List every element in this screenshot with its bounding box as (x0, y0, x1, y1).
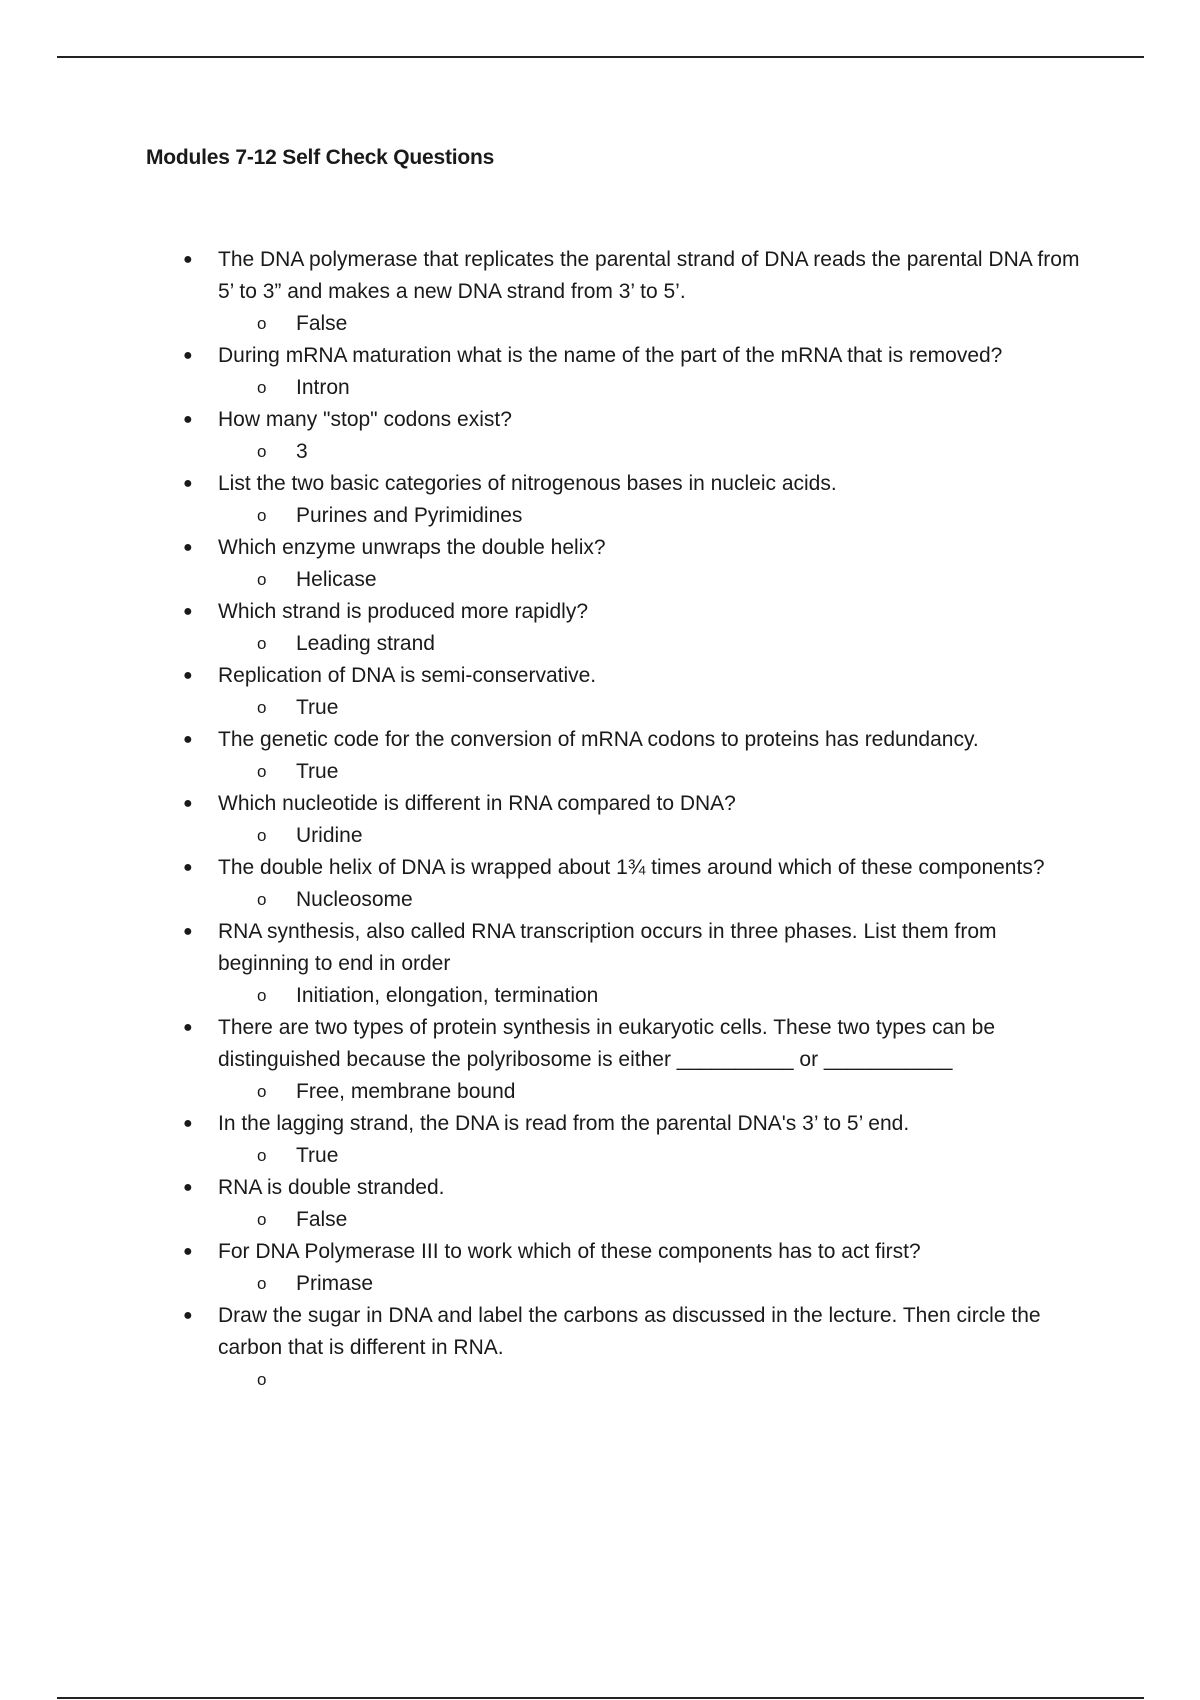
bullet-icon: ● (183, 1243, 193, 1260)
question (180, 340, 1090, 372)
answer-text: Free, membrane bound (296, 1080, 516, 1103)
question (180, 852, 1090, 884)
bullet-icon: ● (183, 1115, 193, 1132)
sub-bullet-icon: o (257, 762, 267, 781)
list-item (180, 1300, 1090, 1389)
answer (180, 308, 1090, 340)
sub-bullet-icon: o (257, 1274, 267, 1293)
question-text: There are two types of protein synthesis in eukaryotic cells. These two types can be distinguished because the polyribosome is either __________ or ___________ (218, 1016, 995, 1071)
sub-bullet-icon: o (257, 698, 267, 717)
bullet-icon: ● (183, 539, 193, 556)
bullet-icon: ● (183, 923, 193, 940)
answer (180, 756, 1090, 788)
sub-bullet-icon: o (257, 826, 267, 845)
top-rule (57, 56, 1144, 58)
sub-bullet-icon: o (257, 634, 267, 653)
answer (180, 1140, 1090, 1172)
answer-text: True (296, 760, 339, 783)
bullet-icon: ● (183, 411, 193, 428)
answer-text: Intron (296, 376, 350, 399)
question-text: Which enzyme unwraps the double helix? (218, 536, 606, 559)
question-text: The DNA polymerase that replicates the parental strand of DNA reads the parental DNA from 5’ to 3” and makes a new DNA strand from 3’ to 5’. (218, 248, 1080, 303)
bullet-icon: ● (183, 667, 193, 684)
list-item (180, 340, 1090, 404)
answer (180, 820, 1090, 852)
bullet-icon: ● (183, 1179, 193, 1196)
answer-text: Leading strand (296, 632, 435, 655)
list-item (180, 660, 1090, 724)
answer (180, 1076, 1090, 1108)
answer-text: Nucleosome (296, 888, 413, 911)
question-text: Which nucleotide is different in RNA compared to DNA? (218, 792, 736, 815)
bullet-icon: ● (183, 347, 193, 364)
question-text: RNA synthesis, also called RNA transcription occurs in three phases. List them from beginning to end in order (218, 920, 997, 975)
answer (180, 500, 1090, 532)
list-item (180, 1012, 1090, 1108)
list-item (180, 244, 1090, 340)
question (180, 1236, 1090, 1268)
answer (180, 884, 1090, 916)
answer-text: False (296, 312, 348, 335)
question-text: Replication of DNA is semi-conservative. (218, 664, 597, 687)
question (180, 916, 1090, 980)
question-text: List the two basic categories of nitrogenous bases in nucleic acids. (218, 472, 837, 495)
sub-bullet-icon: o (257, 378, 267, 397)
bullet-icon: ● (183, 1307, 193, 1324)
question-text: RNA is double stranded. (218, 1176, 445, 1199)
bullet-icon: ● (183, 859, 193, 876)
answer-text: Helicase (296, 568, 377, 591)
answer (180, 628, 1090, 660)
answer-text: True (296, 696, 339, 719)
answer (180, 1204, 1090, 1236)
answer (180, 980, 1090, 1012)
answer (180, 564, 1090, 596)
list-item (180, 724, 1090, 788)
question (180, 1108, 1090, 1140)
question-text: For DNA Polymerase III to work which of these components has to act first? (218, 1240, 921, 1263)
answer (180, 436, 1090, 468)
sub-bullet-icon: o (257, 442, 267, 461)
question (180, 724, 1090, 756)
question-list (180, 244, 1090, 1389)
question (180, 1300, 1090, 1364)
question-text: During mRNA maturation what is the name of the part of the mRNA that is removed? (218, 344, 1003, 367)
answer-text: Uridine (296, 824, 363, 847)
answer-text: Purines and Pyrimidines (296, 504, 523, 527)
sub-bullet-icon: o (257, 986, 267, 1005)
list-item (180, 468, 1090, 532)
question (180, 532, 1090, 564)
list-item (180, 1172, 1090, 1236)
bullet-icon: ● (183, 795, 193, 812)
answer-text: Initiation, elongation, termination (296, 984, 599, 1007)
question-text: In the lagging strand, the DNA is read from the parental DNA's 3’ to 5’ end. (218, 1112, 910, 1135)
list-item (180, 852, 1090, 916)
sub-bullet-icon: o (257, 1210, 267, 1229)
bottom-rule (57, 1697, 1144, 1699)
question (180, 468, 1090, 500)
answer-text: False (296, 1208, 348, 1231)
answer (180, 692, 1090, 724)
list-item (180, 916, 1090, 1012)
sub-bullet-icon: o (257, 1370, 267, 1389)
answer-text: True (296, 1144, 339, 1167)
question-text: The double helix of DNA is wrapped about 1¾ times around which of these components? (218, 856, 1045, 879)
sub-bullet-icon: o (257, 314, 267, 333)
answer-text: Primase (296, 1272, 374, 1295)
answer (180, 1268, 1090, 1300)
sub-bullet-icon: o (257, 506, 267, 525)
question-text: How many "stop" codons exist? (218, 408, 512, 431)
question (180, 788, 1090, 820)
question (180, 1172, 1090, 1204)
list-item (180, 788, 1090, 852)
sub-bullet-icon: o (257, 570, 267, 589)
answer-text: 3 (296, 440, 308, 463)
question-text: Which strand is produced more rapidly? (218, 600, 589, 623)
question (180, 1012, 1090, 1076)
question (180, 244, 1090, 308)
question (180, 596, 1090, 628)
sub-bullet-icon: o (257, 890, 267, 909)
list-item (180, 1108, 1090, 1172)
bullet-icon: ● (183, 1019, 193, 1036)
question-text: Draw the sugar in DNA and label the carbons as discussed in the lecture. Then circle the carbon that is different in RNA. (218, 1304, 1041, 1359)
question (180, 404, 1090, 436)
list-item (180, 1236, 1090, 1300)
question (180, 660, 1090, 692)
sub-bullet-icon: o (257, 1082, 267, 1101)
list-item (180, 532, 1090, 596)
bullet-icon: ● (183, 475, 193, 492)
list-item (180, 596, 1090, 660)
question-text: The genetic code for the conversion of mRNA codons to proteins has redundancy. (218, 728, 979, 751)
sub-bullet-icon: o (257, 1146, 267, 1165)
bullet-icon: ● (183, 251, 193, 268)
list-item (180, 404, 1090, 468)
page-title: Modules 7-12 Self Check Questions (146, 146, 495, 169)
bullet-icon: ● (183, 731, 193, 748)
answer (180, 372, 1090, 404)
bullet-icon: ● (183, 603, 193, 620)
